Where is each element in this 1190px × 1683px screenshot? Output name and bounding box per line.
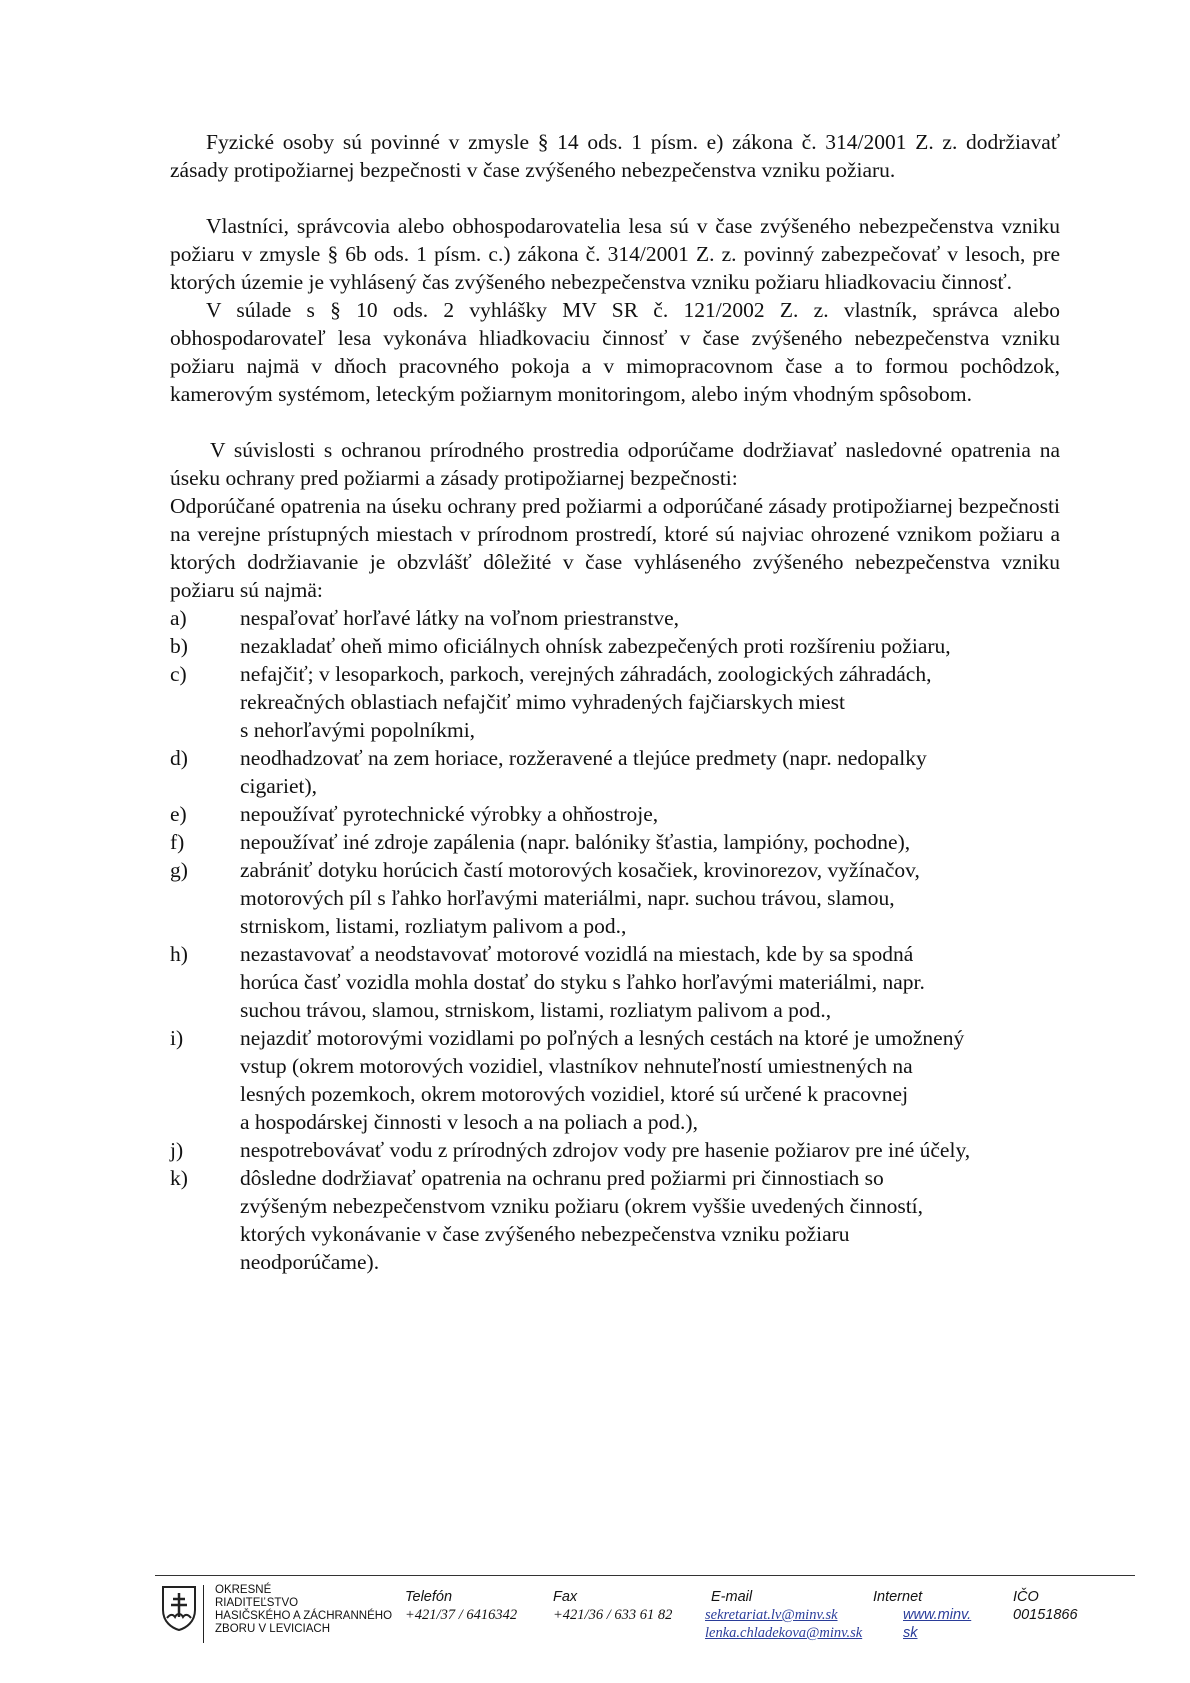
list-item [170, 856, 1060, 940]
list-marker: f) [170, 830, 185, 854]
internet-label: Internet [873, 1589, 923, 1605]
paragraph-forest-owners: Vlastníci, správcovia alebo obhospodarovatelia lesa sú v čase zvýšeného nebezpečenstva vzniku požiaru v zmysle § 6b ods. 1 písm. c.) zákona č. 314/2001 Z. z. povinný zabezpečovať v lesoch, pre ktorých územie je vyhlásený čas zvýšeného nebezpečenstva vzniku požiaru hliadkovaciu činnosť. [170, 214, 1060, 294]
list-item [170, 632, 1060, 660]
list-marker: c) [170, 662, 187, 686]
list-line: s nehorľavými popolníkmi, [240, 718, 476, 742]
list-line: nezakladať oheň mimo oficiálnych ohnísk zabezpečených proti rozšíreniu požiaru, [240, 634, 951, 658]
list-line: strniskom, listami, rozliatym palivom a pod., [240, 914, 627, 938]
list-item [170, 744, 1060, 800]
list-line: ktorých vykonávanie v čase zvýšeného nebezpečenstva vzniku požiaru [240, 1222, 850, 1246]
slovak-coat-of-arms-icon [160, 1584, 198, 1632]
list-line: nepoužívať pyrotechnické výrobky a ohňostroje, [240, 802, 659, 826]
list-line: cigariet), [240, 774, 317, 798]
list-marker: j) [170, 1138, 184, 1162]
footer-divider [155, 1575, 1135, 1576]
list-line: nepoužívať iné zdroje zapálenia (napr. balóniky šťastia, lampióny, pochodne), [240, 830, 911, 854]
list-item [170, 604, 1060, 632]
paragraph-patrol-activity: V súlade s § 10 ods. 2 vyhlášky MV SR č. 121/2002 Z. z. vlastník, správca alebo obhospodarovateľ lesa vykonáva hliadkovaciu činnosť v čase zvýšeného nebezpečenstva vzniku požiaru najmä v dňoch pracovného pokoja a v mimopracovnom čase a to formou pochôdzok, kamerovým systémom, leteckým požiarnym monitoringom, alebo iným vhodným spôsobom. [170, 298, 1060, 406]
list-line: dôsledne dodržiavať opatrenia na ochranu pred požiarmi pri činnostiach so [240, 1166, 884, 1190]
ico-label: IČO [1013, 1589, 1039, 1605]
email-link-contact[interactable]: lenka.chladekova@minv.sk [705, 1625, 863, 1641]
list-marker: k) [170, 1166, 188, 1190]
list-item [170, 1164, 1060, 1276]
list-marker: g) [170, 858, 188, 882]
fax-label: Fax [553, 1589, 578, 1605]
list-line: nespotrebovávať vodu z prírodných zdrojov vody pre hasenie požiarov pre iné účely, [240, 1138, 971, 1162]
footer-email [705, 1588, 862, 1642]
list-item [170, 1136, 1060, 1164]
ico-value: 00151866 [1013, 1607, 1078, 1623]
list-marker: d) [170, 746, 188, 770]
email-link-secretariat[interactable]: sekretariat.lv@minv.sk [705, 1607, 838, 1623]
list-line: neodporúčame). [240, 1250, 380, 1274]
footer-vertical-divider [203, 1585, 204, 1643]
email-label: E-mail [711, 1589, 753, 1605]
list-line: suchou trávou, slamou, strniskom, listami, rozliatym palivom a pod., [240, 998, 832, 1022]
website-link-continuation[interactable]: sk [903, 1625, 918, 1641]
website-link[interactable]: www.minv. [903, 1607, 972, 1623]
list-marker: i) [170, 1026, 184, 1050]
list-line: motorových píl s ľahko horľavými materiálmi, napr. suchou trávou, slamou, [240, 886, 895, 910]
organization-name: OKRESNÉ RIADITEĽSTVO HASIČSKÉHO A ZÁCHRANNÉHO ZBORU V LEVICIACH [215, 1584, 393, 1635]
list-marker: e) [170, 802, 187, 826]
page-footer [155, 1575, 1135, 1655]
list-line: neodhadzovať na zem horiace, rozžeravené a tlejúce predmety (napr. nedopalky [240, 746, 927, 770]
list-item [170, 660, 1060, 744]
document-body [170, 128, 1060, 1276]
list-line: zvýšeným nebezpečenstvom vzniku požiaru (okrem vyššie uvedených činností, [240, 1194, 924, 1218]
footer-internet [873, 1588, 971, 1642]
footer-telephone [405, 1588, 517, 1624]
paragraph-recommended-measures: Odporúčané opatrenia na úseku ochrany pred požiarmi a odporúčané zásady protipožiarnej bezpečnosti na verejne prístupných miestach v prírodnom prostredí, ktoré sú najviac ohrozené vznikom požiaru a ktorých dodržiavanie je obzvlášť dôležité v čase vyhláseného zvýšeného nebezpečenstva vzniku požiaru sú najmä: [170, 494, 1060, 602]
list-line: nejazdiť motorovými vozidlami po poľných a lesných cestách na ktoré je umožnený [240, 1026, 965, 1050]
list-item [170, 940, 1060, 1024]
list-item [170, 828, 1060, 856]
list-line: nespaľovať horľavé látky na voľnom priestranstve, [240, 606, 679, 630]
list-line: a hospodárskej činnosti v lesoch a na poliach a pod.), [240, 1110, 698, 1134]
list-line: rekreačných oblastiach nefajčiť mimo vyhradených fajčiarskych miest [240, 690, 845, 714]
list-line: horúca časť vozidla mohla dostať do styku s ľahko horľavými materiálmi, napr. [240, 970, 925, 994]
list-line: lesných pozemkoch, okrem motorových vozidiel, ktoré sú určené k pracovnej [240, 1082, 909, 1106]
list-item [170, 800, 1060, 828]
fax-value: +421/36 / 633 61 82 [553, 1607, 673, 1623]
telephone-value: +421/37 / 6416342 [405, 1607, 518, 1623]
list-marker: a) [170, 606, 187, 630]
measures-list [170, 604, 1060, 1276]
list-line: nezastavovať a neodstavovať motorové vozidlá na miestach, kde by sa spodná [240, 942, 914, 966]
telephone-label: Telefón [405, 1589, 453, 1605]
footer-ico [1013, 1588, 1078, 1624]
paragraph-physical-persons: Fyzické osoby sú povinné v zmysle § 14 ods. 1 písm. e) zákona č. 314/2001 Z. z. dodržiavať zásady protipožiarnej bezpečnosti v čase zvýšeného nebezpečenstva vzniku požiaru. [170, 130, 1060, 182]
footer-fax [553, 1588, 672, 1624]
list-marker: h) [170, 942, 188, 966]
list-line: nefajčiť; v lesoparkoch, parkoch, verejných záhradách, zoologických záhradách, [240, 662, 932, 686]
paragraph-recommendation-intro: V súvislosti s ochranou prírodného prostredia odporúčame dodržiavať nasledovné opatrenia na úseku ochrany pred požiarmi a zásady protipožiarnej bezpečnosti: [170, 438, 1060, 490]
list-item [170, 1024, 1060, 1136]
list-line: vstup (okrem motorových vozidiel, vlastníkov nehnuteľností umiestnených na [240, 1054, 913, 1078]
list-line: zabrániť dotyku horúcich častí motorových kosačiek, krovinorezov, vyžínačov, [240, 858, 920, 882]
list-marker: b) [170, 634, 188, 658]
